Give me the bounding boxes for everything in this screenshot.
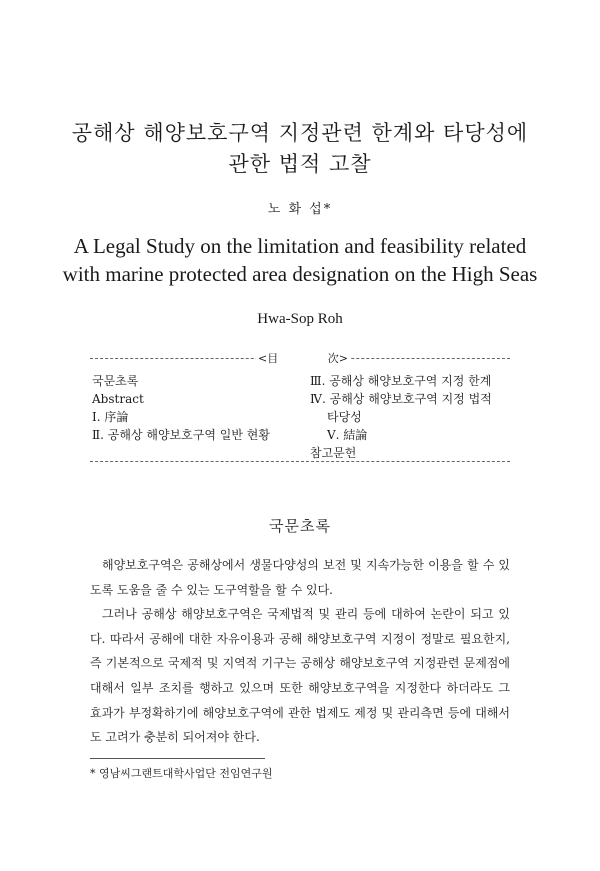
author-english: Hwa-Sop Roh bbox=[257, 311, 343, 327]
abstract-paragraph: 그러나 공해상 해양보호구역은 국제법적 및 관리 등에 대하여 논란이 되고 있다. 따라서 공해에 대한 자유이용과 공해 해양보호구역 지정이 정말로 필요한지, 즉 기본적으로 국제적 및 지역적 기구는 공해상 해양보호구역 지정관련 문제점에 대해서 일부 조치를 행하고 있으며 또한 해양보호구역을 지정한다 하더라도 그 효과가 부정확하기에 해양보호구역에 관한 법제도 제정 및 관리측면 등에 대해서도 고려가 충분히 되어져야 한다. bbox=[90, 607, 510, 745]
toc-item-conclusion[interactable]: Ⅴ. 結論 bbox=[327, 428, 368, 442]
toc-item-korean-abstract[interactable]: 국문초록 bbox=[92, 374, 139, 388]
english-title-line-1: A Legal Study on the limitation and feasibility related bbox=[73, 234, 527, 258]
toc-heading-left: <目 bbox=[258, 352, 279, 365]
toc-heading bbox=[256, 350, 350, 366]
toc-left-column bbox=[92, 372, 307, 444]
abstract-body bbox=[90, 553, 510, 750]
toc-heading-right: 次> bbox=[327, 352, 348, 365]
abstract-paragraph: 해양보호구역은 공해상에서 생물다양성의 보전 및 지속가능한 이용을 할 수 있도록 도움을 줄 수 있는 도구역할을 할 수 있다. bbox=[90, 558, 510, 597]
toc-item-abstract[interactable]: Abstract bbox=[92, 392, 144, 406]
table-of-contents bbox=[90, 350, 510, 462]
english-title-line-2: with marine protected area designation on the High Seas bbox=[62, 262, 538, 286]
toc-item-section-2[interactable]: Ⅱ. 공해상 해양보호구역 일반 현황 bbox=[92, 428, 270, 442]
korean-title-line-1: 공해상 해양보호구역 지정관련 한계와 타당성에 bbox=[71, 121, 529, 145]
abstract-heading: 국문초록 bbox=[269, 517, 331, 535]
author-korean: 노 화 섭* bbox=[267, 202, 333, 217]
toc-item-references[interactable]: 참고문헌 bbox=[310, 446, 357, 460]
footnote-divider bbox=[90, 758, 265, 759]
toc-item-introduction[interactable]: Ⅰ. 序論 bbox=[92, 410, 129, 424]
toc-item-section-4[interactable]: Ⅳ. 공해상 해양보호구역 지정 법적 bbox=[310, 392, 492, 406]
toc-right-column bbox=[310, 372, 510, 462]
footnote: * 영남씨그랜트대학사업단 전임연구원 bbox=[90, 767, 273, 780]
toc-bottom-divider bbox=[90, 461, 510, 462]
korean-title-line-2: 관한 법적 고찰 bbox=[228, 152, 372, 176]
toc-item-section-3[interactable]: Ⅲ. 공해상 해양보호구역 지정 한계 bbox=[310, 374, 492, 388]
toc-item-section-4-continued[interactable]: 타당성 bbox=[327, 410, 362, 424]
